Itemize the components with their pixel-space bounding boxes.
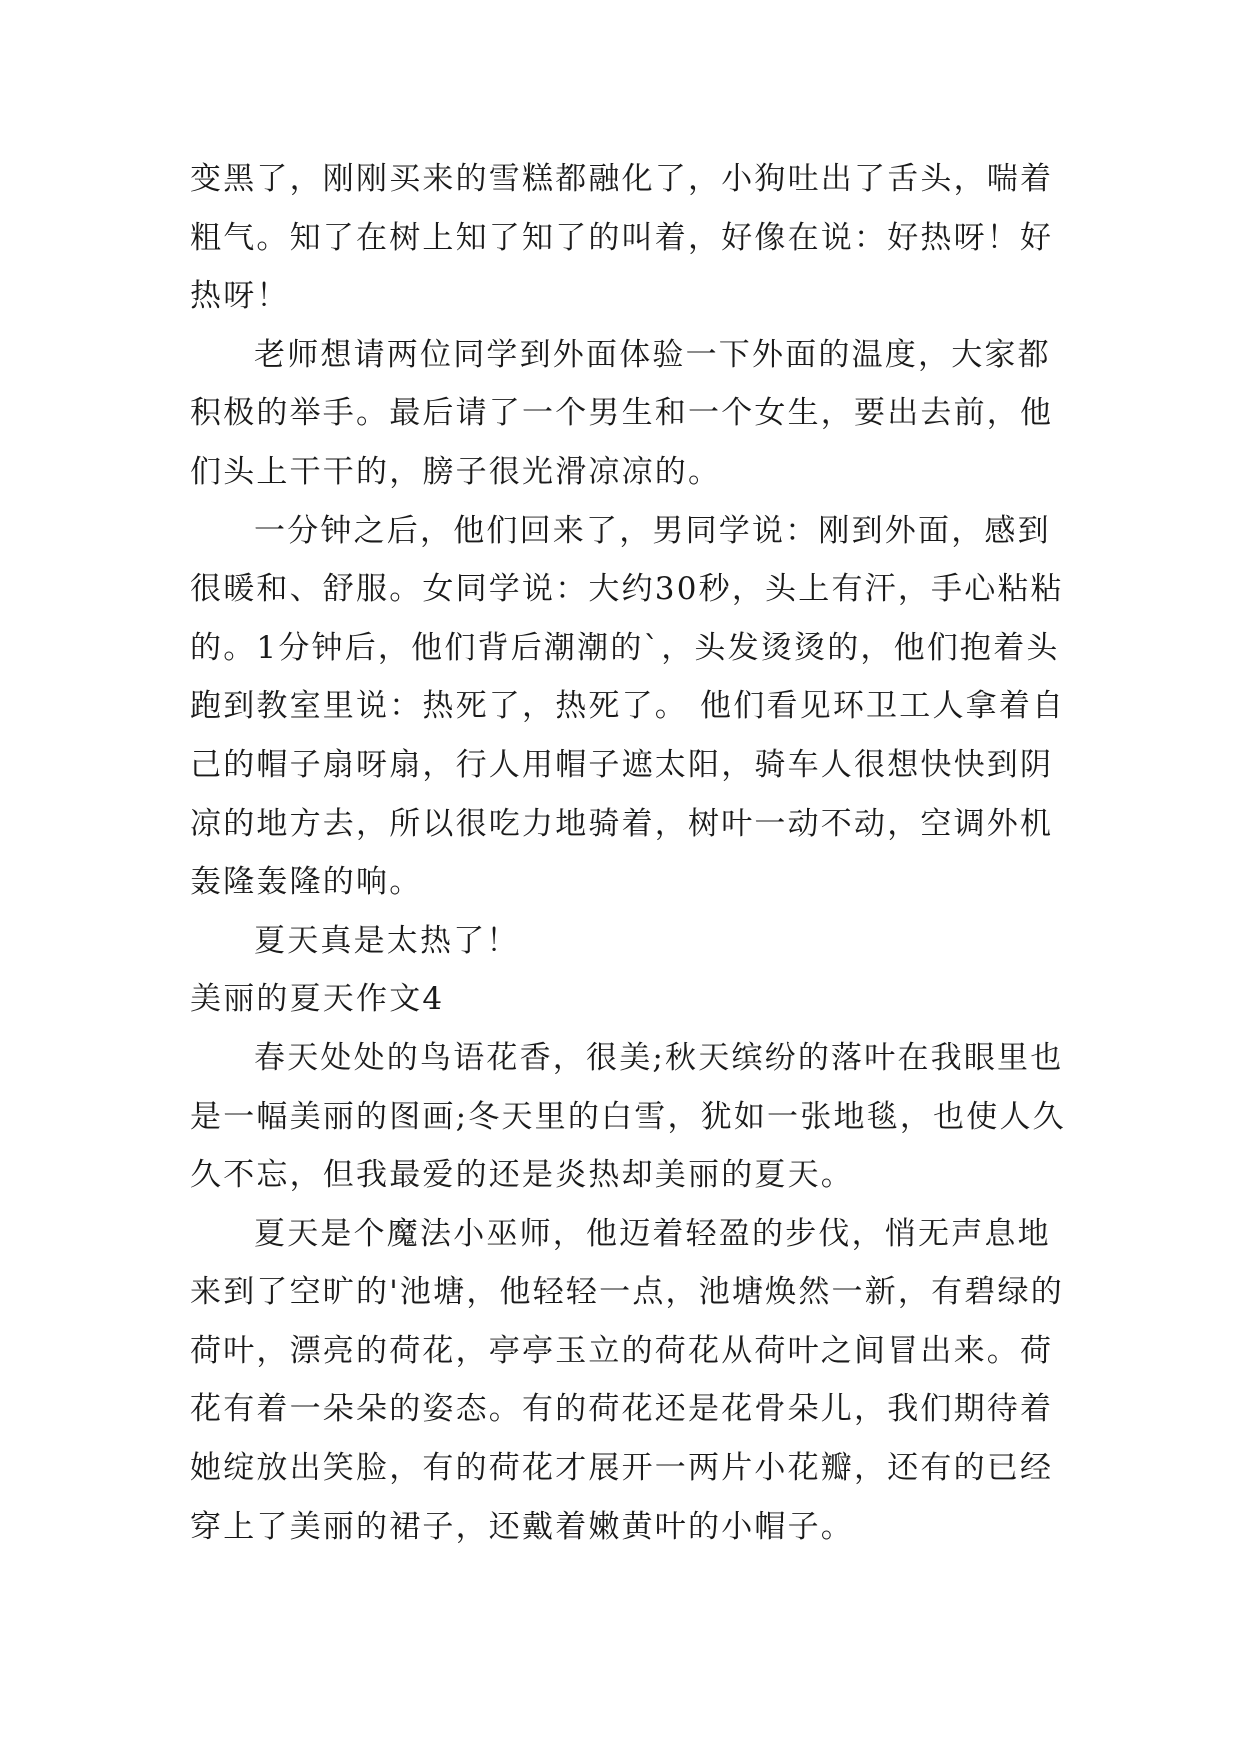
paragraph-3: 一分钟之后，他们回来了，男同学说：刚到外面，感到很暖和、舒服。女同学说：大约30秒，头上有汗，手心粘粘的。1分钟后，他们背后潮潮的`，头发烫烫的，他们抱着头跑到教室里说：热死了，热死了。 他们看见环卫工人拿着自己的帽子扇呀扇，行人用帽子遮太阳，骑车人很想快快到阴凉的地方去，所以很吃力地骑着，树叶一动不动，空调外机轰隆轰隆的响。 <box>190 512 1066 901</box>
paragraph-5: 春天处处的鸟语花香，很美;秋天缤纷的落叶在我眼里也是一幅美丽的图画;冬天里的白雪，犹如一张地毯，也使人久久不忘，但我最爱的还是炎热却美丽的夏天。 <box>190 1039 1066 1194</box>
section-title: 美丽的夏天作文4 <box>190 981 445 1018</box>
document-body <box>190 150 1070 1556</box>
paragraph-4: 夏天真是太热了！ <box>254 922 520 959</box>
paragraph-1: 变黑了，刚刚买来的雪糕都融化了，小狗吐出了舌头，喘着粗气。知了在树上知了知了的叫着，好像在说：好热呀！好热呀！ <box>190 161 1054 315</box>
paragraph-6: 夏天是个魔法小巫师，他迈着轻盈的步伐，悄无声息地来到了空旷的'池塘，他轻轻一点，池塘焕然一新，有碧绿的荷叶，漂亮的荷花，亭亭玉立的荷花从荷叶之间冒出来。荷花有着一朵朵的姿态。有的荷花还是花骨朵儿，我们期待着她绽放出笑脸，有的荷花才展开一两片小花瓣，还有的已经穿上了美丽的裙子，还戴着嫩黄叶的小帽子。 <box>190 1215 1064 1545</box>
paragraph-2: 老师想请两位同学到外面体验一下外面的温度，大家都积极的举手。最后请了一个男生和一个女生，要出去前，他们头上干干的，膀子很光滑凉凉的。 <box>190 336 1054 490</box>
